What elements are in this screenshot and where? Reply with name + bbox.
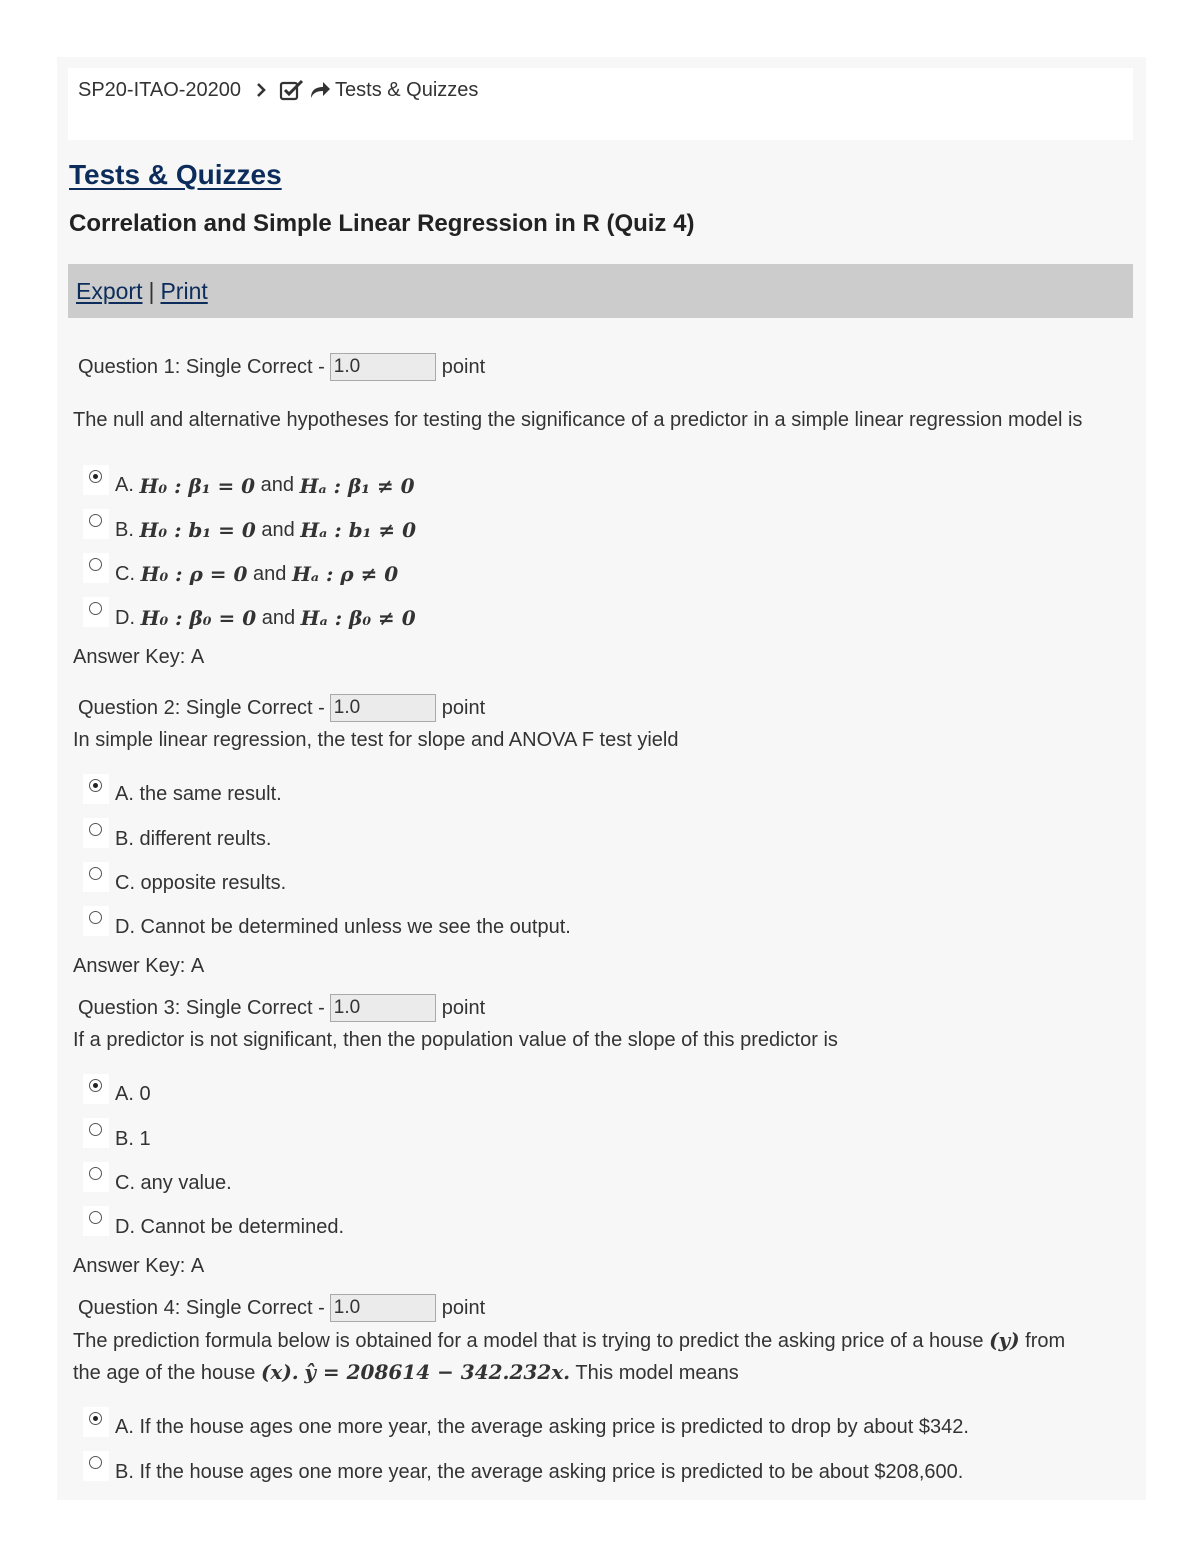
- answer-option[interactable]: [73, 772, 1133, 817]
- points-input[interactable]: [330, 994, 436, 1022]
- math-y: (y): [989, 1328, 1020, 1352]
- option-text: B. If the house ages one more year, the average asking price is predicted to be about $208,600.: [115, 1460, 964, 1483]
- question-1: [73, 350, 1133, 674]
- question-header: [78, 1291, 1133, 1325]
- toolbar: [68, 264, 1133, 318]
- question-text-end: This model means: [575, 1362, 739, 1384]
- option-text: A. 0: [115, 1083, 151, 1105]
- question-2: [73, 691, 1133, 983]
- radio-selected[interactable]: [89, 470, 102, 483]
- answer-key: [73, 1249, 1133, 1283]
- answer-option[interactable]: [73, 817, 1133, 861]
- points-input[interactable]: [330, 694, 436, 722]
- option-letter: B.: [115, 518, 134, 541]
- answer-key-label: Answer Key:: [73, 954, 186, 977]
- answer-option[interactable]: [73, 463, 1133, 508]
- option-and: and: [261, 518, 295, 541]
- answer-option[interactable]: [73, 552, 1133, 596]
- answer-option[interactable]: [73, 1117, 1133, 1161]
- option-text: C. any value.: [115, 1171, 232, 1194]
- answer-option[interactable]: [73, 508, 1133, 552]
- question-4: [73, 1291, 1133, 1494]
- option-letter: D.: [115, 606, 135, 629]
- question-text: In simple linear regression, the test for slope and ANOVA F test yield: [73, 729, 679, 751]
- option-ha-math: Hₐ : β₁ ≠ 0: [299, 473, 415, 498]
- question-text-from: from: [1025, 1330, 1066, 1352]
- answer-key-value: A: [190, 1254, 205, 1277]
- question-label: Question 1: Single Correct -: [78, 355, 325, 378]
- question-3: [73, 991, 1133, 1283]
- math-x: (x).: [260, 1360, 299, 1384]
- radio-unselected[interactable]: [89, 514, 102, 527]
- option-text: B. different reults.: [115, 827, 272, 850]
- option-ha-math: Hₐ : ρ ≠ 0: [291, 562, 399, 586]
- page-container: [57, 57, 1146, 1500]
- share-arrow-icon: [309, 80, 331, 100]
- question-text: If a predictor is not significant, then the population value of the slope of this predictor is: [73, 1029, 838, 1051]
- print-link[interactable]: Print: [160, 277, 208, 304]
- answer-key-value: A: [190, 954, 205, 977]
- radio-selected[interactable]: [89, 1079, 102, 1092]
- option-text: C. opposite results.: [115, 871, 287, 894]
- question-label: Question 2: Single Correct -: [78, 696, 325, 719]
- answer-option[interactable]: [73, 596, 1133, 640]
- answer-option[interactable]: [73, 1072, 1133, 1117]
- question-label: Question 3: Single Correct -: [78, 996, 325, 1019]
- option-and: and: [253, 562, 287, 585]
- option-letter: A.: [115, 474, 134, 496]
- radio-unselected[interactable]: [89, 602, 102, 615]
- quiz-title: Correlation and Simple Linear Regression in R (Quiz 4): [69, 210, 695, 237]
- page-title[interactable]: Tests & Quizzes: [69, 159, 282, 190]
- option-letter: C.: [115, 562, 135, 585]
- option-text: D. Cannot be determined.: [115, 1215, 345, 1238]
- option-text: B. 1: [115, 1127, 151, 1150]
- option-ha-math: Hₐ : b₁ ≠ 0: [300, 518, 416, 542]
- points-unit: point: [441, 996, 486, 1019]
- points-unit: point: [441, 696, 486, 719]
- answer-key-value: A: [190, 645, 205, 668]
- answer-key-label: Answer Key:: [73, 1254, 186, 1277]
- answer-key-label: Answer Key:: [73, 645, 186, 668]
- question-text: [73, 1325, 1133, 1389]
- option-h0-math: H₀ : β₁ = 0: [139, 473, 256, 498]
- answer-option[interactable]: [73, 1161, 1133, 1205]
- question-text-line2: the age of the house: [73, 1362, 256, 1384]
- chevron-right-icon: [255, 82, 267, 98]
- radio-unselected[interactable]: [89, 1123, 102, 1136]
- points-input[interactable]: [330, 353, 436, 381]
- answer-option[interactable]: [73, 905, 1133, 949]
- option-h0-math: H₀ : β₀ = 0: [140, 606, 257, 630]
- question-header: [78, 350, 1133, 384]
- points-input[interactable]: [330, 1294, 436, 1322]
- breadcrumb: [68, 68, 1133, 140]
- option-h0-math: H₀ : ρ = 0: [140, 562, 248, 586]
- question-text: The null and alternative hypotheses for testing the significance of a predictor in a simple linear regression model is: [73, 409, 1083, 431]
- option-text: A. If the house ages one more year, the average asking price is predicted to drop by about $342.: [115, 1416, 969, 1438]
- answer-option[interactable]: [73, 1205, 1133, 1249]
- answer-key: [73, 640, 1133, 674]
- export-link[interactable]: Export: [76, 277, 143, 304]
- question-header: [78, 691, 1133, 725]
- answer-key: [73, 949, 1133, 983]
- option-text: D. Cannot be determined unless we see the output.: [115, 915, 571, 938]
- question-header: [78, 991, 1133, 1025]
- radio-unselected[interactable]: [89, 911, 102, 924]
- option-h0-math: H₀ : b₁ = 0: [139, 518, 256, 542]
- answer-option[interactable]: [73, 861, 1133, 905]
- breadcrumb-current-tool: Tests & Quizzes: [335, 78, 479, 101]
- radio-selected[interactable]: [89, 779, 102, 792]
- question-label: Question 4: Single Correct -: [78, 1296, 325, 1319]
- points-unit: point: [441, 1296, 486, 1319]
- toolbar-separator: |: [148, 277, 155, 304]
- radio-unselected[interactable]: [89, 1211, 102, 1224]
- checkbox-checked-icon: [279, 79, 305, 101]
- option-ha-math: Hₐ : β₀ ≠ 0: [300, 606, 416, 630]
- answer-option[interactable]: [73, 1405, 1133, 1450]
- radio-unselected[interactable]: [89, 867, 102, 880]
- radio-unselected[interactable]: [89, 1167, 102, 1180]
- regression-formula: ŷ = 208614 − 342.232x.: [304, 1360, 571, 1384]
- radio-selected[interactable]: [89, 1412, 102, 1425]
- radio-unselected[interactable]: [89, 558, 102, 571]
- option-and: and: [261, 606, 296, 629]
- answer-option[interactable]: [73, 1450, 1133, 1494]
- option-text: A. the same result.: [115, 783, 282, 805]
- question-text-line1: The prediction formula below is obtained for a model that is trying to predict the asking price of a house: [73, 1330, 984, 1352]
- radio-unselected[interactable]: [89, 1456, 102, 1469]
- breadcrumb-site-link[interactable]: SP20-ITAO-20200: [78, 78, 242, 101]
- points-unit: point: [441, 355, 486, 378]
- option-and: and: [260, 474, 295, 496]
- radio-unselected[interactable]: [89, 823, 102, 836]
